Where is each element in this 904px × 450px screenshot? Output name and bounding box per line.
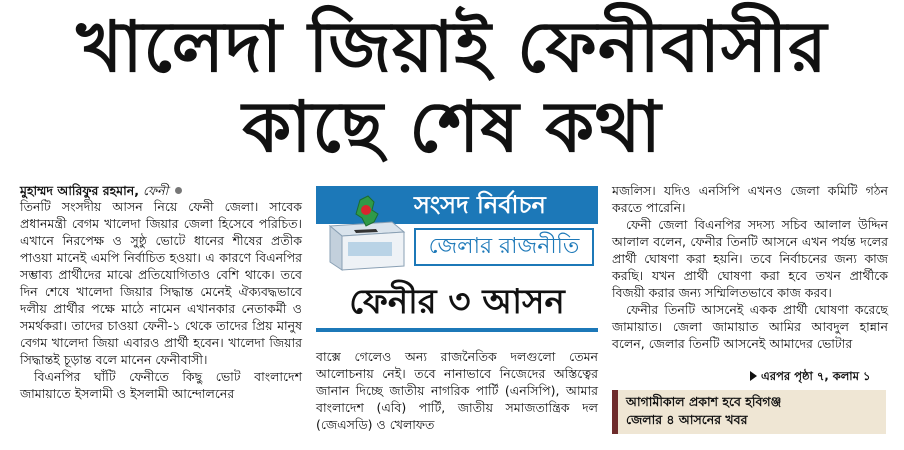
next-edition-notice [612,390,886,434]
notice-line-1: আগামীকাল প্রকাশ হবে হবিগঞ্জ [626,394,782,409]
notice-accent-bar [612,390,618,434]
column2-paragraph-1: বাক্সে গেলেও অন্য রাজনৈতিক দলগুলো তেমন আলোচনায় নেই। তবে নানাভাবে নিজেদের অস্তিত্বের জানান দিচ্ছে জাতীয় নাগরিক পার্টি (এনসিপি), আমার বাংলাদেশ (এবি) পার্টি, জাতীয় সমাজতান্ত্রিক দল (জেএসডি) ও খেলাফত [316,349,598,432]
column1-paragraph-1: তিনটি সংসদীয় আসন নিয়ে ফেনী জেলা। সাবেক প্রধানমন্ত্রী বেগম খালেদা জিয়ার জেলা হিসেবে পরিচিত। এখানে নিরপেক্ষ ও সুষ্ঠু ভোটে ধানের শীষের প্রতীক পাওয়া মানেই এমপি নির্বাচিত হওয়া। এ কারণে বিএনপির সম্ভাব্য প্রার্থীদের মাঝে প্রতিযোগিতাও বেশি থাকে। তবে দিন শেষে খালেদা জিয়ার সিদ্ধান্ত মেনেই ঐক্যবদ্ধভাবে দলীয় প্রার্থীর পক্ষে মাঠে নামেন এখানকার নেতাকর্মী ও সমর্থকরা। তাদের চাওয়া ফেনী-১ থেকে তাদের প্রিয় মানুষ বেগম খালেদা জিয়া এবারও প্রার্থী হবেন। খালেদা জিয়ার সিদ্ধান্তই চূড়ান্ত বলে মানেন ফেনীবাসী। [20,199,302,367]
byline-location: ফেনী [142,183,169,198]
continuation-note [750,368,871,387]
headline-line-2: কাছে শেষ কথা [242,86,662,168]
banner-title: সংসদ নির্বাচন [414,191,546,219]
column3-paragraph-1: মজলিস। যদিও এনসিপি এখনও জেলা কমিটি গঠন করতে পারেনি। [612,183,888,215]
notice-line-2: জেলার ৪ আসনের খবর [626,412,748,427]
column1-paragraph-2: বিএনপির ঘাঁটি ফেনীতে কিছু ভোট বাংলাদেশ জামায়াতে ইসলামী ও ইসলামী আন্দোলনের [20,369,302,401]
arrow-right-icon [750,371,757,381]
article-column-3 [612,182,888,352]
banner-subtitle: জেলার রাজনীতি [414,228,594,266]
seat-title: ফেনীর ৩ আসন [349,282,565,322]
column3-paragraph-3: ফেনীর তিনটি আসনেই একক প্রার্থী ঘোষণা করেছে জামায়াত। জেলা জামায়াত আমির আবদুল হান্নান বলেন, জেলার তিনটি আসনেই আমাদের ভোটার [612,302,888,351]
byline [20,183,182,198]
article-column-1 [20,198,302,402]
column3-paragraph-2: ফেনী জেলা বিএনপির সদস্য সচিব আলাল উদ্দিন আলাল বলেন, ফেনীর তিনটি আসনে এখন পর্যন্ত দলের প্রার্থী ঘোষণা করা হয়নি। তবে নির্বাচনের জন্য কাজ করছি। যখন প্রার্থী ঘোষণা করা হবে তখন প্রার্থীকে বিজয়ী করার জন্য সম্মিলিতভাবে কাজ করব। [612,217,888,300]
bullet-icon [175,187,182,194]
byline-author: মুহাম্মদ আরিফুর রহমান, [20,183,139,198]
section-divider [316,328,598,332]
continuation-text: এরপর পৃষ্ঠা ৭, কলাম ১ [761,369,871,383]
article-column-2 [316,348,598,433]
section-banner [316,186,598,278]
ballot-box-bangladesh-map-icon [320,192,410,274]
headline-line-1: খালেদা জিয়াই ফেনীবাসীর [76,6,828,88]
